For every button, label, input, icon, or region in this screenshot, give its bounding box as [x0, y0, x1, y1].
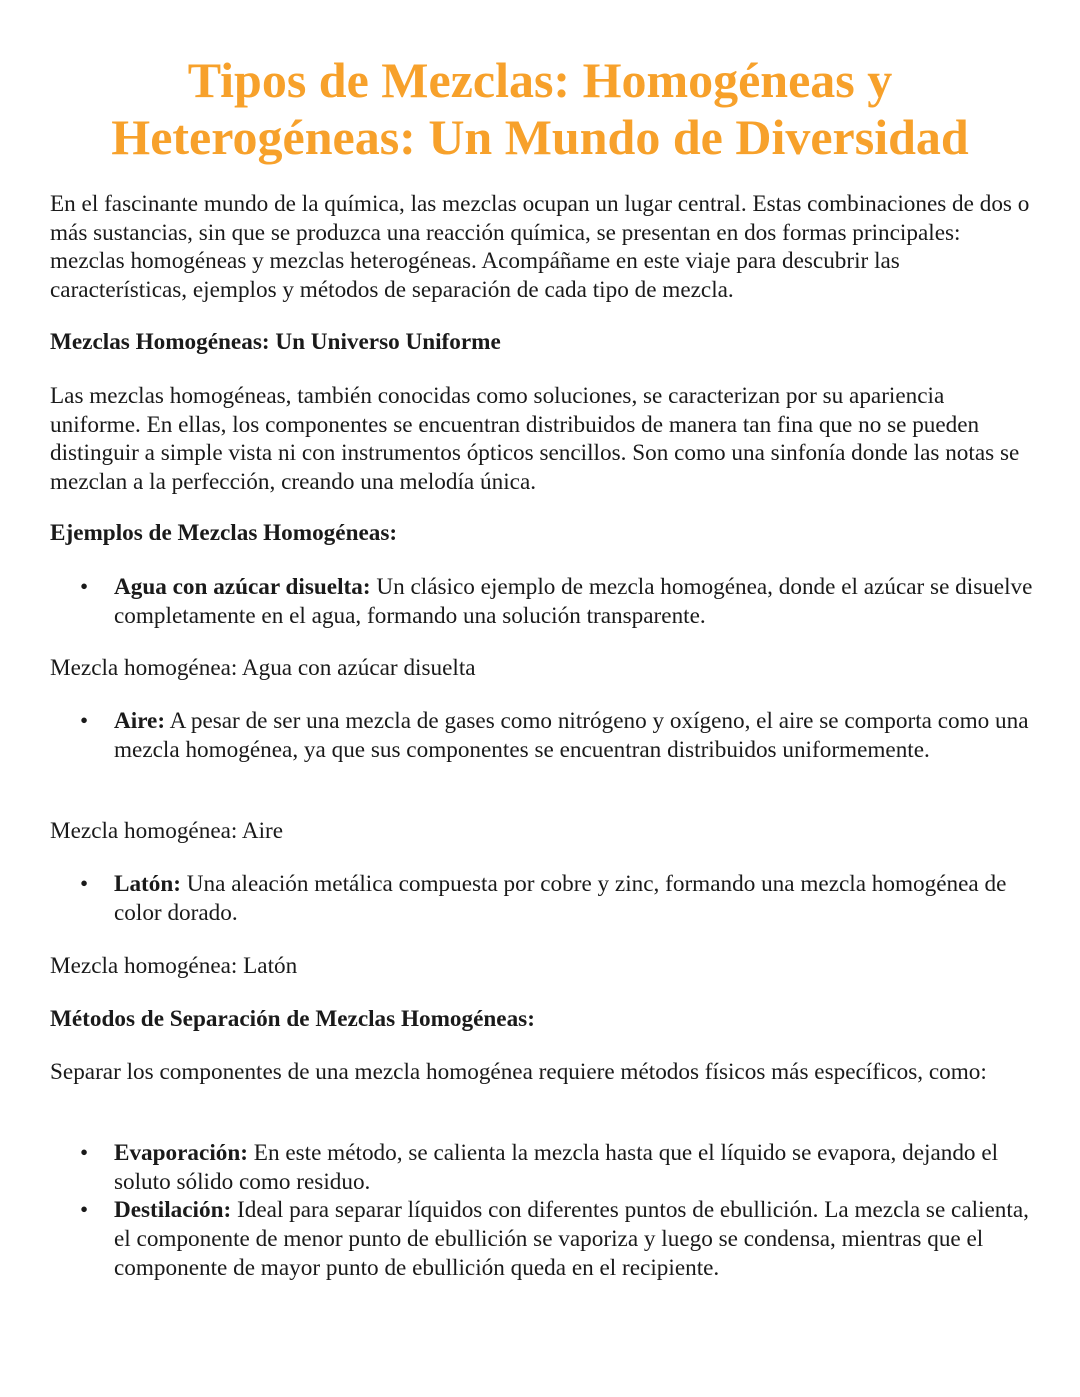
example-list-2: [50, 707, 1035, 764]
page-title: [0, 52, 1080, 166]
title-line-2: Heterogéneas: Un Mundo de Diversidad: [111, 109, 969, 165]
list-item-text: En este método, se calienta la mezcla hasta que el líquido se evapora, dejando el soluto sólido como residuo.: [114, 1140, 999, 1195]
section-heading-homogeneas: Mezclas Homogéneas: Un Universo Uniforme: [50, 329, 501, 355]
list-item-text: A pesar de ser una mezcla de gases como nitrógeno y oxígeno, el aire se comporta como una mezcla homogénea, ya que sus componentes se encuentran distribuidos uniformemente.: [114, 708, 1029, 763]
example-caption: Mezcla homogénea: Agua con azúcar disuelta: [50, 655, 476, 681]
section-heading-ejemplos: Ejemplos de Mezclas Homogéneas:: [50, 520, 398, 546]
example-list-1: [50, 573, 1035, 630]
list-item-term: Latón:: [114, 871, 181, 897]
intro-paragraph: En el fascinante mundo de la química, las mezclas ocupan un lugar central. Estas combinaciones de dos o más sustancias, sin que se produzca una reacción química, se presentan en dos formas principales: mezclas homogéneas y mezclas heterogéneas. Acompáñame en este viaje para descubrir las características, ejemplos y métodos de separación de cada tipo de mezcla.: [50, 191, 1030, 304]
list-item-text: Un clásico ejemplo de mezcla homogénea, donde el azúcar se disuelve completamente en el agua, formando una solución transparente.: [114, 574, 1033, 629]
example-caption: Mezcla homogénea: Latón: [50, 953, 298, 979]
list-item: [50, 1196, 1035, 1282]
list-item-term: Agua con azúcar disuelta:: [114, 574, 371, 600]
list-item: [50, 707, 1035, 764]
metodos-intro: Separar los componentes de una mezcla homogénea requiere métodos físicos más específicos, como:: [50, 1059, 987, 1085]
list-item-term: Evaporación:: [114, 1140, 248, 1166]
section-heading-metodos: Métodos de Separación de Mezclas Homogéneas:: [50, 1006, 535, 1032]
list-item: [50, 870, 1035, 927]
list-item: [50, 573, 1035, 630]
example-list-3: [50, 870, 1035, 927]
methods-list: [50, 1139, 1035, 1283]
list-item-term: Aire:: [114, 708, 166, 734]
example-caption: Mezcla homogénea: Aire: [50, 818, 284, 844]
list-item-text: Ideal para separar líquidos con diferentes puntos de ebullición. La mezcla se calienta, el componente de menor punto de ebullición se vaporiza y luego se condensa, mientras que el componente de mayor punto de ebullición queda en el recipiente.: [114, 1197, 1029, 1281]
list-item-text: Una aleación metálica compuesta por cobre y zinc, formando una mezcla homogénea de color dorado.: [114, 871, 1007, 926]
list-item: [50, 1139, 1035, 1196]
list-item-term: Destilación:: [114, 1197, 232, 1224]
title-line-1: Tipos de Mezclas: Homogéneas y: [187, 52, 893, 108]
homogeneas-paragraph: Las mezclas homogéneas, también conocidas como soluciones, se caracterizan por su apariencia uniforme. En ellas, los componentes se encuentran distribuidos de manera tan fina que no se pueden distinguir a simple vista ni con instrumentos ópticos sencillos. Son como una sinfonía donde las notas se mezclan a la perfección, creando una melodía única.: [50, 383, 1020, 496]
